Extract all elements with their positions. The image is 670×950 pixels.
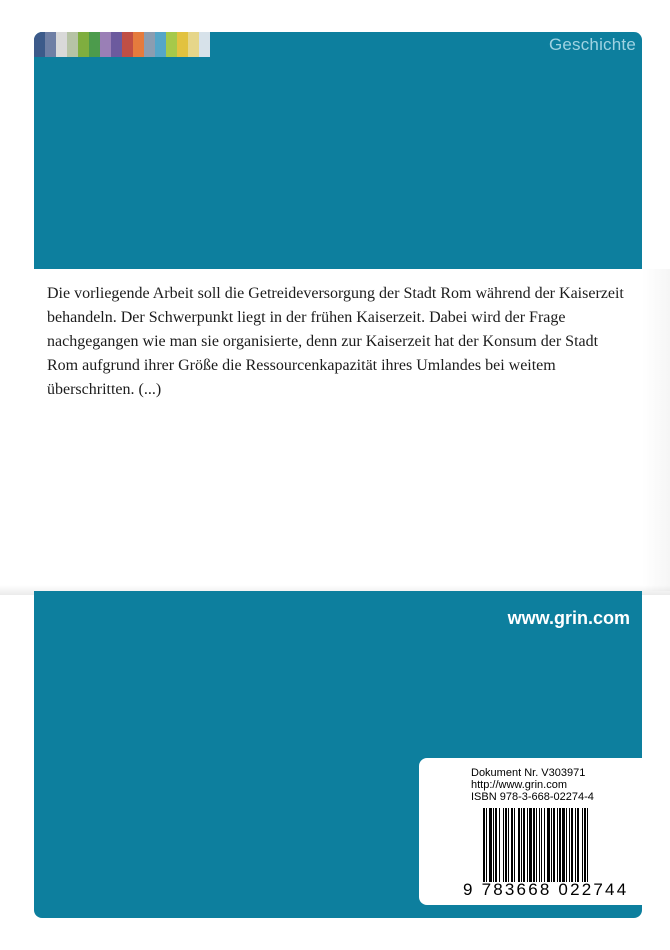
barcode-bar: [508, 808, 509, 882]
color-stripe: [34, 32, 45, 57]
barcode-bar: [489, 808, 492, 882]
category-label: Geschichte: [548, 35, 636, 54]
color-stripe: [100, 32, 111, 57]
barcode-box: [419, 758, 642, 905]
ean-digits: 9 783668 022744: [463, 880, 629, 899]
barcode-bar: [483, 808, 485, 882]
barcode-bar: [486, 808, 487, 882]
barcode-bar: [505, 808, 507, 882]
barcode-bar: [551, 808, 552, 882]
barcode-bar: [493, 808, 494, 882]
barcode-bar: [575, 808, 576, 882]
color-stripe: [166, 32, 177, 57]
barcode-bar: [541, 808, 542, 882]
barcode-bar: [539, 808, 540, 882]
barcode-bar: [562, 808, 565, 882]
website-label: www.grin.com: [507, 608, 630, 628]
barcode-bar: [511, 808, 513, 882]
document-number: Dokument Nr. V303971: [471, 767, 586, 779]
color-stripe: [78, 32, 89, 57]
barcode-bar: [559, 808, 561, 882]
barcode-bar: [566, 808, 567, 882]
color-stripes: [34, 32, 210, 57]
barcode-bar: [547, 808, 550, 882]
barcode-bar: [527, 808, 528, 882]
barcode-bar: [503, 808, 504, 882]
barcode-icon: [483, 808, 629, 882]
barcode-bar: [536, 808, 537, 882]
barcode-bar: [499, 808, 500, 882]
barcode-bar: [582, 808, 583, 882]
color-stripe: [89, 32, 100, 57]
barcode-bar: [495, 808, 497, 882]
barcode-bar: [584, 808, 586, 882]
cover-top-panel: [34, 32, 642, 269]
blurb-text: Die vorliegende Arbeit soll die Getreideversorgung der Stadt Rom während der Kaiserzeit behandeln. Der Schwerpunkt liegt in der frühen Kaiserzeit. Dabei wird der Frage nachgegangen wie man sie organisierte, denn zur Kaiserzeit hat der Konsum der Stadt Rom aufgrund ihrer Größe die Ressourcenkapazität ihres Umlandes bei weitem überschritten. (...): [47, 285, 624, 398]
barcode-bar: [521, 808, 522, 882]
page-edge-shadow: [642, 269, 670, 591]
barcode-bar: [544, 808, 545, 882]
barcode-bar: [577, 808, 579, 882]
barcode-bar: [533, 808, 535, 882]
barcode-bar: [587, 808, 588, 882]
color-stripe: [177, 32, 188, 57]
color-stripe: [122, 32, 133, 57]
color-stripe: [188, 32, 199, 57]
barcode-bar: [529, 808, 532, 882]
color-stripe: [67, 32, 78, 57]
color-stripe: [133, 32, 144, 57]
color-stripe: [56, 32, 67, 57]
color-stripe: [144, 32, 155, 57]
isbn-line: ISBN 978-3-668-02274-4: [471, 791, 594, 803]
color-stripe: [111, 32, 122, 57]
barcode-bar: [569, 808, 570, 882]
barcode-bar: [523, 808, 525, 882]
barcode-bar: [571, 808, 573, 882]
barcode-bar: [557, 808, 558, 882]
barcode-bar: [553, 808, 555, 882]
document-url: http://www.grin.com: [471, 779, 567, 791]
color-stripe: [155, 32, 166, 57]
color-stripe: [45, 32, 56, 57]
document-info: [471, 767, 594, 803]
color-stripe: [199, 32, 210, 57]
barcode-bar: [514, 808, 515, 882]
barcode-bar: [518, 808, 520, 882]
